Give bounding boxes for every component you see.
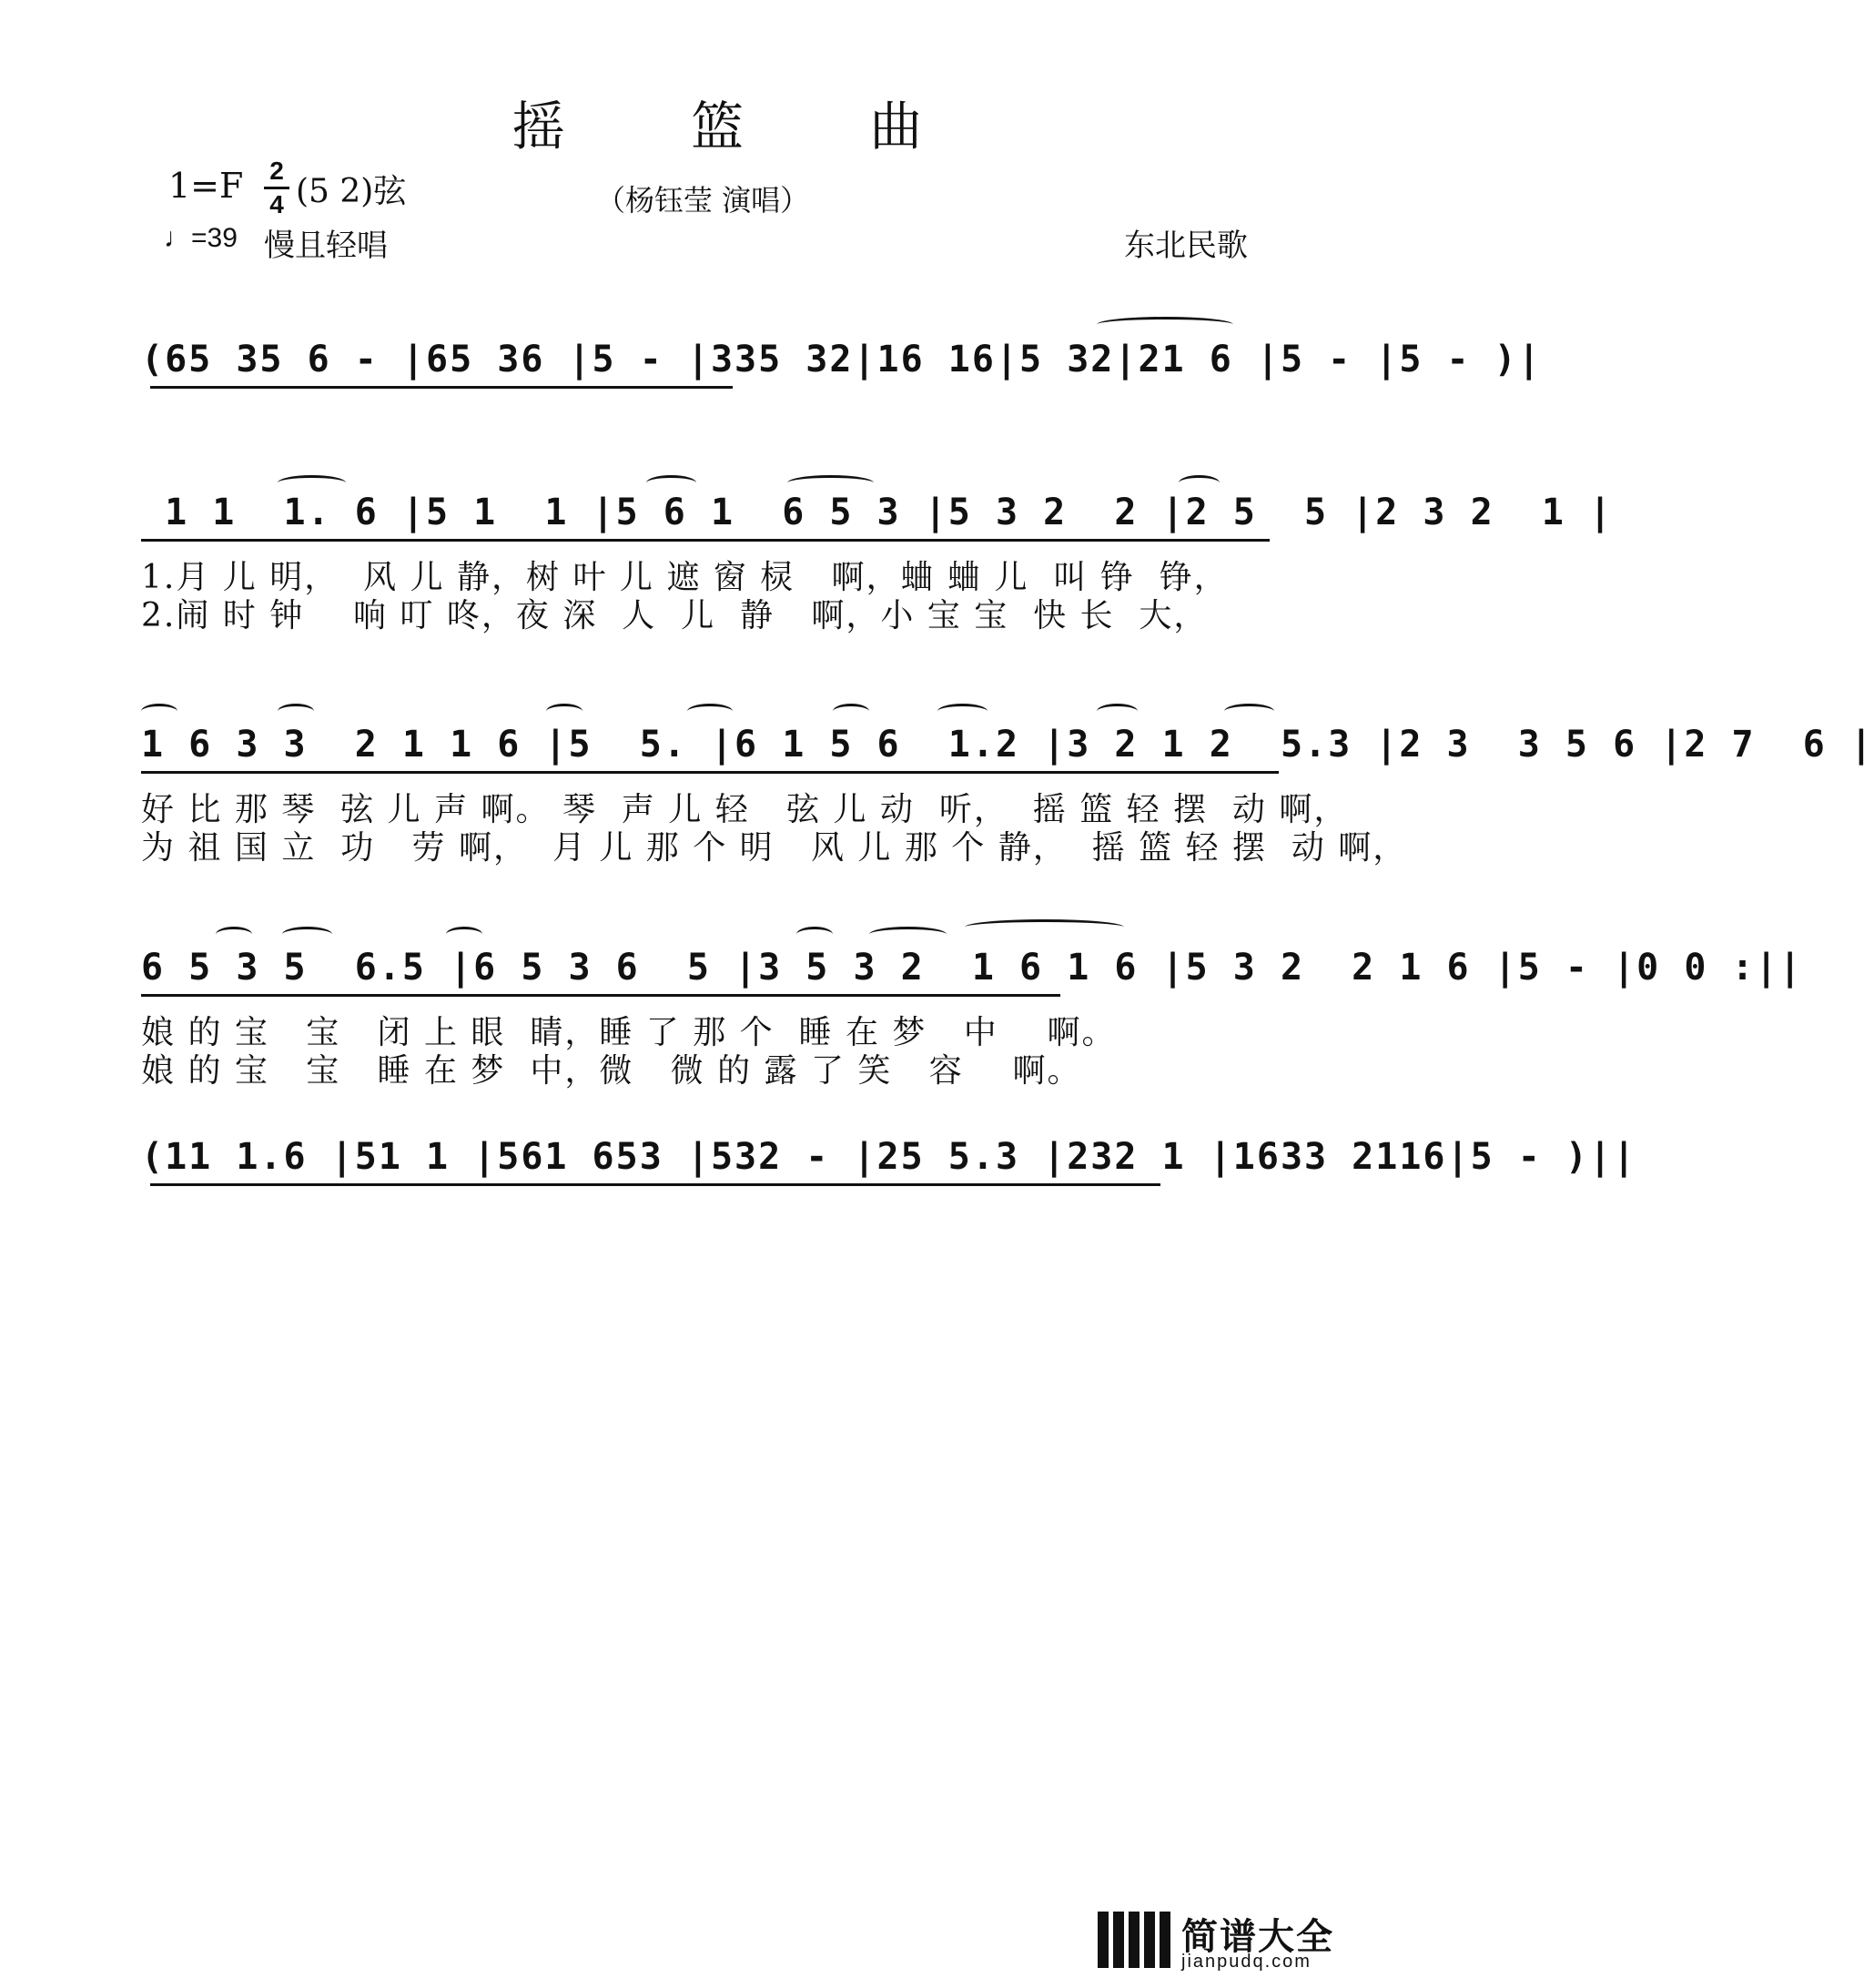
- notation-line: 1 1 1. 6 |5 1 1 |5 6 1 6 5 3 |5 3 2 2 |2 5 5 |2 3 2 1 |: [141, 492, 1614, 533]
- slur-mark: [1179, 475, 1220, 491]
- slur-mark: [869, 927, 947, 942]
- underline-mark: [141, 539, 1270, 542]
- underline-mark: [150, 1183, 1160, 1186]
- slur-mark: [646, 475, 696, 491]
- slur-mark: [1224, 704, 1274, 719]
- slur-mark: [446, 927, 482, 942]
- underline-mark: [141, 771, 1279, 774]
- slur-mark: [1097, 704, 1138, 719]
- notation-line: (11 1.6 |51 1 |561 653 |532 - |25 5.3 |232 1 |1633 2116|5 - )||: [141, 1136, 1637, 1178]
- piano-keys-icon: [1098, 1912, 1170, 1968]
- slur-mark: [937, 704, 988, 719]
- slur-mark: [1097, 317, 1233, 332]
- logo-url: jianpudq.com: [1181, 1952, 1312, 1972]
- slur-mark: [546, 704, 582, 719]
- score-line-intro: [141, 339, 1542, 448]
- performer: （杨钰莹 演唱）: [596, 183, 810, 218]
- slur-mark: [787, 475, 874, 491]
- underline-mark: [141, 994, 1060, 997]
- lyric-line-verse-2: 娘 的 宝 宝 睡 在 梦 中，微 微 的 露 了 笑 容 啊。: [141, 1052, 1082, 1090]
- score-line-verse-3: [141, 947, 1803, 1090]
- key-signature: 1=F: [168, 166, 244, 206]
- underline-mark: [150, 386, 733, 389]
- string-tuning: (5 2)弦: [296, 173, 407, 210]
- tempo-mark: ♩=39: [164, 223, 238, 253]
- site-logo: [1098, 1908, 1398, 1972]
- expression-mark: 慢且轻唱: [264, 228, 388, 264]
- time-denominator: 4: [269, 190, 284, 218]
- lyric-line-verse-1: 1.月 儿 明， 风 儿 静，树 叶 儿 遮 窗 棂 啊，蛐 蛐 儿 叫 铮 铮，: [141, 559, 1229, 596]
- slur-mark: [216, 927, 252, 942]
- notation-line: (65 35 6 - |65 36 |5 - |335 32|16 16|5 32|21 6 |5 - |5 - )|: [141, 339, 1542, 380]
- slur-mark: [687, 704, 733, 719]
- notation-line: 1 6 3 3 2 1 1 6 |5 5. |6 1 5 6 1.2 |3 2 1 2 5.3 |2 3 3 5 6 |2 7 6 |: [141, 724, 1874, 766]
- slur-mark: [278, 475, 346, 491]
- score-line-verse-2: [141, 724, 1874, 867]
- lyric-line-verse-2: 为 祖 国 立 功 劳 啊， 月 儿 那 个 明 风 儿 那 个 静， 摇 篮 轻 摆 动 啊，: [141, 829, 1408, 867]
- logo-name: 简谱大全: [1181, 1917, 1334, 1957]
- slur-mark: [833, 704, 869, 719]
- slur-mark: [965, 919, 1124, 935]
- time-signature: [264, 157, 289, 219]
- slur-mark: [282, 927, 332, 942]
- page-title: 摇 篮 曲: [512, 96, 978, 157]
- lyric-line-verse-2: 2.闹 时 钟 响 叮 咚，夜 深 人 儿 静 啊，小 宝 宝 快 长 大，: [141, 597, 1209, 634]
- notation-line: 6 5 3 5 6.5 |6 5 3 6 5 |3 5 3 2 1 6 1 6 |5 3 2 2 1 6 |5 - |0 0 :||: [141, 947, 1803, 989]
- slur-mark: [141, 704, 177, 719]
- time-numerator: 2: [269, 157, 284, 185]
- origin: 东北民歌: [1124, 228, 1248, 264]
- lyric-line-verse-1: 好 比 那 琴 弦 儿 声 啊。 琴 声 儿 轻 弦 儿 动 听， 摇 篮 轻 摆 动 啊，: [141, 791, 1349, 828]
- score-line-interlude: [141, 1136, 1637, 1245]
- slur-mark: [796, 927, 833, 942]
- score-line-verse-1: [141, 492, 1614, 634]
- slur-mark: [278, 704, 314, 719]
- lyric-line-verse-1: 娘 的 宝 宝 闭 上 眼 睛，睡 了 那 个 睡 在 梦 中 啊。: [141, 1014, 1117, 1051]
